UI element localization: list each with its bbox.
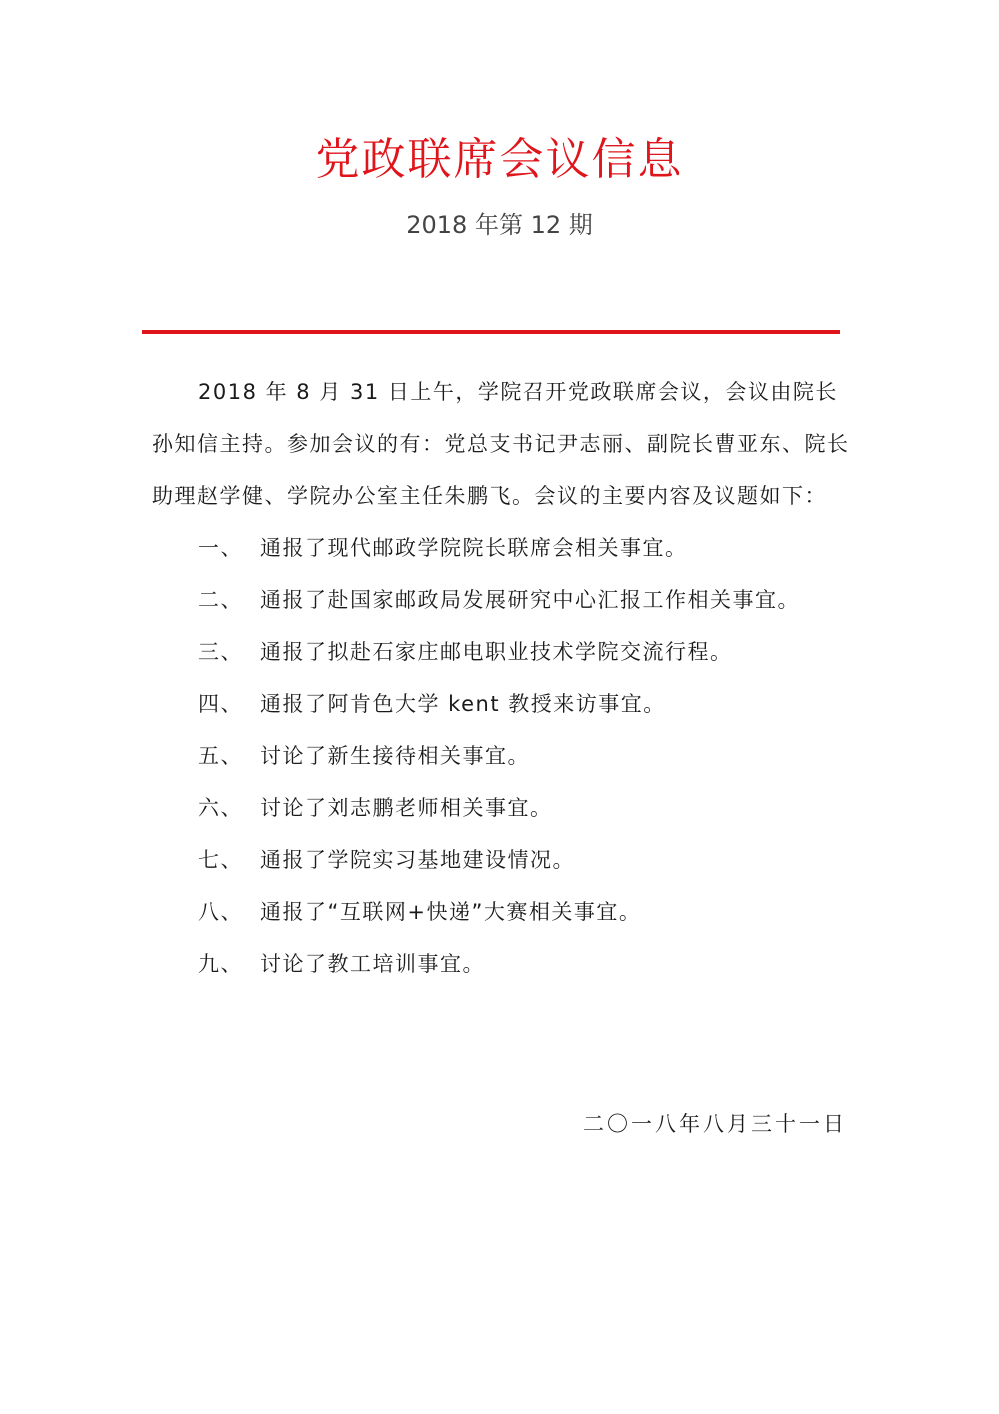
agenda-item [198, 782, 848, 834]
document-date: 二〇一八年八月三十一日 [583, 1112, 847, 1136]
agenda-item-number: 三、 [198, 640, 243, 664]
agenda-item-number: 四、 [198, 692, 243, 716]
agenda-item-text: 讨论了刘志鹏老师相关事宜。 [260, 796, 553, 820]
agenda-item-number: 九、 [198, 952, 243, 976]
agenda-item-number: 六、 [198, 796, 243, 820]
agenda-item-text: 通报了学院实习基地建设情况。 [260, 848, 575, 872]
issue-number: 2018 年第 12 期 [406, 211, 593, 239]
agenda-item [198, 730, 848, 782]
agenda-item-text: 通报了拟赴石家庄邮电职业技术学院交流行程。 [260, 640, 733, 664]
agenda-item [198, 938, 848, 990]
agenda-item-text: 通报了现代邮政学院院长联席会相关事宜。 [260, 536, 688, 560]
agenda-item-number: 五、 [198, 744, 243, 768]
intro-paragraph: 2018 年 8 月 31 日上午，学院召开党政联席会议，会议由院长孙知信主持。参加会议的有：党总支书记尹志丽、副院长曹亚东、院长助理赵学健、学院办公室主任朱鹏飞。会议的主要内容及议题如下： [152, 380, 850, 508]
agenda-item-text: 通报了“互联网+快递”大赛相关事宜。 [260, 900, 642, 924]
agenda-item [198, 522, 848, 574]
agenda-list [198, 522, 848, 990]
agenda-item-text: 通报了阿肯色大学 kent 教授来访事宜。 [260, 692, 666, 716]
agenda-item-number: 七、 [198, 848, 243, 872]
agenda-item-number: 一、 [198, 536, 243, 560]
agenda-item-text: 通报了赴国家邮政局发展研究中心汇报工作相关事宜。 [260, 588, 800, 612]
agenda-item-number: 八、 [198, 900, 243, 924]
agenda-item [198, 886, 848, 938]
agenda-item-text: 讨论了新生接待相关事宜。 [260, 744, 530, 768]
agenda-item [198, 678, 848, 730]
agenda-item [198, 574, 848, 626]
document-title: 党政联席会议信息 [315, 134, 684, 185]
agenda-item [198, 626, 848, 678]
agenda-item [198, 834, 848, 886]
agenda-item-text: 讨论了教工培训事宜。 [260, 952, 485, 976]
red-divider-line [142, 330, 840, 334]
agenda-item-number: 二、 [198, 588, 243, 612]
